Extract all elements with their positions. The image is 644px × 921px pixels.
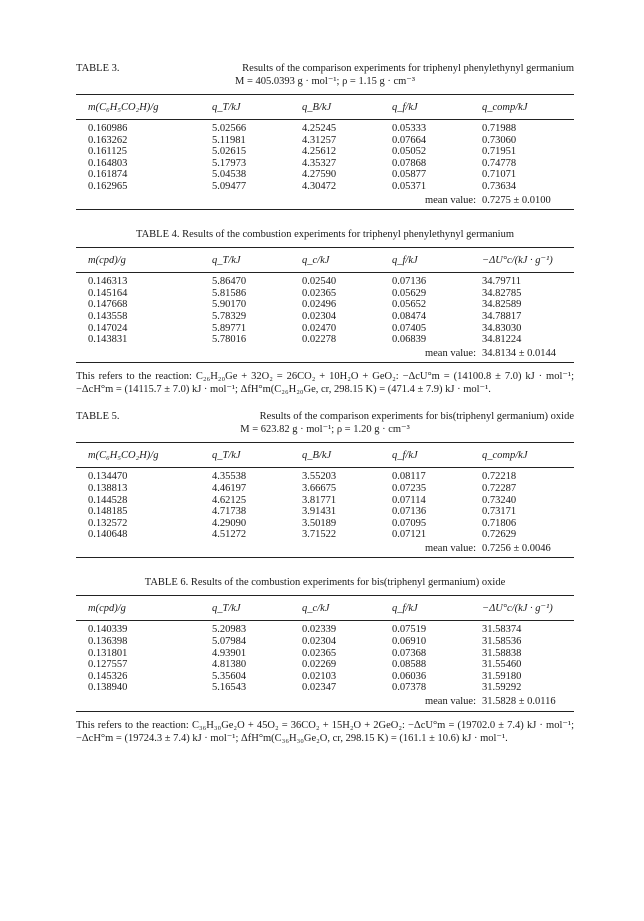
table-cell: 0.164803 (88, 157, 128, 169)
table-cell: 0.148185 (88, 506, 128, 518)
table-cell: 3.50189 (302, 517, 337, 529)
table6-header-mass: m(cpd)/g (88, 602, 126, 614)
table-cell: 0.07121 (392, 529, 427, 541)
table-row (76, 334, 574, 346)
table6-header-qf: q_f/kJ (392, 602, 418, 614)
table3-header-qf: q_f/kJ (392, 101, 418, 113)
mean-label: mean value: (424, 542, 476, 554)
table-cell: 4.25245 (302, 123, 337, 134)
table-cell: 5.35604 (212, 670, 247, 682)
table-cell: 0.132572 (88, 517, 128, 529)
table-cell: 0.05629 (392, 287, 427, 299)
table-row (76, 323, 574, 335)
table-cell: 4.93901 (212, 647, 247, 659)
table-cell: 4.29090 (212, 517, 247, 529)
table-row (76, 120, 574, 135)
table-cell: 0.06839 (392, 334, 427, 346)
table-cell: 0.140648 (88, 529, 128, 541)
table5-header-row (76, 443, 574, 468)
mean-value: 31.5828 ± 0.0116 (482, 696, 556, 708)
table-cell: 5.78016 (212, 334, 247, 346)
table-cell: 0.146313 (88, 276, 128, 288)
table-cell: 5.78329 (212, 310, 247, 322)
table-cell: 0.02339 (302, 624, 337, 636)
table-cell: 0.02365 (302, 647, 337, 659)
table-cell: 0.140339 (88, 624, 128, 636)
mean-row (76, 694, 574, 711)
table3 (76, 94, 574, 210)
table-cell: 0.02365 (302, 287, 337, 299)
table-row (76, 468, 574, 483)
table-cell: 0.07114 (392, 494, 426, 506)
table-cell: 3.55203 (302, 471, 337, 483)
table-cell: 5.81586 (212, 287, 247, 299)
table6-reaction-note: This refers to the reaction: C₃₆H₃₀Ge₂O + 45O₂ = 36CO₂ + 15H₂O + 2GeO₂: −ΔcU°m = (19702.0 ± 7.4) kJ · mol⁻¹; −ΔcH°m = (19724.3 ± 7.4) kJ · mol⁻¹; ΔfH°m(C₃₆H₃₀Ge₂O, cr, 298.15 K) = (161.1 ± 10.6) kJ · mol⁻¹. (76, 719, 574, 744)
table-cell: 0.74778 (482, 157, 517, 169)
table-cell: 0.02496 (302, 299, 337, 311)
table-cell: 5.09477 (212, 180, 247, 192)
table-cell: 0.144528 (88, 494, 128, 506)
table3-caption-label: TABLE 3. (76, 63, 120, 74)
table-cell: 5.17973 (212, 157, 247, 169)
table-cell: 0.02278 (302, 334, 337, 346)
table-cell: 5.11981 (212, 134, 246, 146)
table4-header-row (76, 248, 574, 273)
mean-row (76, 346, 574, 363)
table-cell: 0.147024 (88, 322, 128, 334)
table-cell: 0.136398 (88, 636, 128, 648)
table5-caption-label: TABLE 5. (76, 411, 120, 423)
table-row (76, 518, 574, 530)
table3-header-qt: q_T/kJ (212, 101, 241, 113)
table-cell: 0.73060 (482, 134, 517, 146)
table4 (76, 247, 574, 363)
table-cell: 0.08474 (392, 310, 427, 322)
table4-caption: TABLE 4. Results of the combustion experiments for triphenyl phenylethynyl germanium (136, 229, 514, 241)
table-cell: 0.161874 (88, 169, 128, 181)
table-cell: 0.07235 (392, 482, 427, 494)
table-cell: 0.71951 (482, 146, 517, 158)
table-row (76, 495, 574, 507)
table-cell: 0.72629 (482, 529, 517, 541)
table5-caption-sub: M = 623.82 g · mol⁻¹; ρ = 1.20 g · cm⁻³ (240, 424, 410, 436)
table-cell: 0.145326 (88, 670, 128, 682)
table6-header-du: −ΔU°c/(kJ · g⁻¹) (482, 603, 553, 615)
table-cell: 5.20983 (212, 624, 247, 636)
table-cell: 0.134470 (88, 471, 128, 483)
table-cell: 0.02269 (302, 659, 337, 671)
table-cell: 4.71738 (212, 506, 247, 518)
table-cell: 4.62125 (212, 494, 247, 506)
table5-caption-text: Results of the comparison experiments for bis(triphenyl germanium) oxide (259, 411, 574, 423)
table-cell: 5.86470 (212, 276, 247, 288)
table-cell: 0.07868 (392, 157, 427, 169)
table-cell: 0.02304 (302, 636, 337, 648)
table-cell: 5.07984 (212, 636, 247, 648)
table-cell: 3.81771 (302, 494, 337, 506)
table-cell: 4.31257 (302, 134, 337, 146)
table-row (76, 621, 574, 636)
table-row (76, 659, 574, 671)
mean-value: 0.7275 ± 0.0100 (482, 194, 551, 206)
table-cell: 4.30472 (302, 180, 337, 192)
table-row (76, 299, 574, 311)
table-row (76, 483, 574, 495)
table-cell: 5.02566 (212, 123, 247, 134)
table-row (76, 146, 574, 158)
table-cell: 31.59292 (482, 682, 522, 694)
table-cell: 0.71988 (482, 123, 517, 134)
table-cell: 0.07136 (392, 506, 427, 518)
table-cell: 0.161125 (88, 146, 127, 158)
table5-header-mass: m(C₆H₅CO₂H)/g (88, 449, 159, 461)
table-row (76, 135, 574, 147)
table5-header-qb: q_B/kJ (302, 449, 332, 461)
table-cell: 0.143558 (88, 310, 128, 322)
table-cell: 34.79711 (482, 276, 521, 288)
table-cell: 4.35538 (212, 471, 247, 483)
table-cell: 0.07519 (392, 624, 427, 636)
table5-caption (76, 410, 574, 436)
table-cell: 0.138813 (88, 482, 128, 494)
table6 (76, 595, 574, 711)
table6-header-row (76, 596, 574, 621)
table-cell: 4.46197 (212, 482, 247, 494)
mean-row (76, 193, 574, 210)
table4-header-qf: q_f/kJ (392, 254, 418, 266)
table-cell: 3.71522 (302, 529, 337, 541)
mean-label: mean value: (424, 347, 476, 359)
table-cell: 0.05052 (392, 146, 427, 158)
table-cell: 0.138940 (88, 682, 128, 694)
mean-row (76, 541, 574, 558)
table-cell: 5.90170 (212, 299, 247, 311)
table-row (76, 181, 574, 193)
table5-header-qt: q_T/kJ (212, 449, 241, 461)
mean-value: 0.7256 ± 0.0046 (482, 542, 551, 554)
table4-header-qt: q_T/kJ (212, 254, 241, 266)
table-cell: 5.89771 (212, 322, 247, 334)
table-row (76, 288, 574, 300)
table-cell: 0.07405 (392, 322, 427, 334)
table-cell: 0.143831 (88, 334, 128, 346)
table-cell: 0.06036 (392, 670, 427, 682)
table-cell: 5.04538 (212, 169, 247, 181)
table-row (76, 671, 574, 683)
table-cell: 0.145164 (88, 287, 128, 299)
table-cell: 4.27590 (302, 169, 337, 181)
table6-caption: TABLE 6. Results of the combustion experiments for bis(triphenyl germanium) oxide (144, 577, 506, 589)
table-cell: 0.07664 (392, 134, 427, 146)
table-row (76, 529, 574, 541)
table-cell: 0.73171 (482, 506, 517, 518)
table-cell: 4.51272 (212, 529, 247, 541)
table-cell: 0.02347 (302, 682, 337, 694)
table-row (76, 648, 574, 660)
table3-caption-sub: M = 405.0393 g · mol⁻¹; ρ = 1.15 g · cm⁻³ (235, 76, 415, 87)
table-cell: 0.06910 (392, 636, 427, 648)
table-cell: 0.72287 (482, 482, 517, 494)
table-cell: 31.59180 (482, 670, 522, 682)
table4-header-du: −ΔU°c/(kJ · g⁻¹) (482, 255, 553, 267)
table-cell: 34.81224 (482, 334, 522, 346)
table-cell: 4.81380 (212, 659, 247, 671)
table6-header-qt: q_T/kJ (212, 602, 241, 614)
table-cell: 0.71806 (482, 517, 517, 529)
table4-header-mass: m(cpd)/g (88, 254, 126, 266)
table-cell: 0.131801 (88, 647, 128, 659)
mean-value: 34.8134 ± 0.0144 (482, 347, 557, 359)
table6-header-qc: q_c/kJ (302, 602, 330, 614)
table-cell: 0.07368 (392, 647, 427, 659)
table-cell: 0.71071 (482, 169, 517, 181)
table4-header-qc: q_c/kJ (302, 254, 330, 266)
table-cell: 0.07095 (392, 517, 427, 529)
table-cell: 0.05333 (392, 123, 427, 134)
table3-header-mass: m(C₆H₅CO₂H)/g (88, 101, 159, 113)
table-cell: 0.07378 (392, 682, 427, 694)
table-cell: 0.05652 (392, 299, 427, 311)
table-cell: 4.35327 (302, 157, 337, 169)
table-cell: 0.05877 (392, 169, 427, 181)
table-cell: 0.05371 (392, 180, 427, 192)
table-cell: 4.25612 (302, 146, 337, 158)
table-cell: 5.02615 (212, 146, 247, 158)
table-cell: 0.127557 (88, 659, 128, 671)
table-row (76, 636, 574, 648)
table-cell: 31.55460 (482, 659, 522, 671)
table-cell: 0.08117 (392, 471, 426, 483)
table-cell: 34.83030 (482, 322, 522, 334)
table-cell: 0.07136 (392, 276, 427, 288)
table-cell: 0.73634 (482, 180, 517, 192)
table3-caption (76, 62, 574, 88)
table-cell: 34.82589 (482, 299, 522, 311)
table-cell: 0.02470 (302, 322, 337, 334)
table-cell: 0.72218 (482, 471, 517, 483)
table3-caption-text: Results of the comparison experiments for triphenyl phenylethynyl germanium (242, 63, 574, 74)
table-cell: 31.58838 (482, 647, 522, 659)
table-cell: 34.78817 (482, 310, 522, 322)
table5-header-qcomp: q_comp/kJ (482, 449, 528, 461)
table-row (76, 506, 574, 518)
mean-label: mean value: (424, 194, 476, 206)
table3-header-row (76, 95, 574, 120)
paper-page (76, 62, 574, 745)
table3-header-qb: q_B/kJ (302, 101, 332, 113)
table-cell: 31.58536 (482, 636, 522, 648)
table-cell: 0.147668 (88, 299, 128, 311)
table-cell: 0.160986 (88, 123, 128, 134)
table-cell: 0.02103 (302, 670, 337, 682)
table-cell: 0.163262 (88, 134, 128, 146)
table-row (76, 682, 574, 694)
table-cell: 31.58374 (482, 624, 522, 636)
table-cell: 5.16543 (212, 682, 247, 694)
table-cell: 0.73240 (482, 494, 517, 506)
table-cell: 0.08588 (392, 659, 427, 671)
table-row (76, 311, 574, 323)
table3-header-qcomp: q_comp/kJ (482, 101, 528, 113)
table-cell: 0.02540 (302, 276, 337, 288)
table-row (76, 273, 574, 288)
mean-label: mean value: (424, 696, 476, 708)
table-cell: 3.91431 (302, 506, 337, 518)
table-cell: 0.162965 (88, 180, 128, 192)
table-cell: 34.82785 (482, 287, 522, 299)
table4-reaction-note: This refers to the reaction: C₂₆H₂₀Ge + 32O₂ = 26CO₂ + 10H₂O + GeO₂: −ΔcU°m = (14100.8 ± 7.0) kJ · mol⁻¹; −ΔcH°m = (14115.7 ± 7.0) kJ · mol⁻¹; ΔfH°m(C₂₆H₂₀Ge, cr, 298.15 K) = (471.4 ± 7.9) kJ · mol⁻¹. (76, 371, 574, 396)
table-row (76, 158, 574, 170)
table5-header-qf: q_f/kJ (392, 449, 418, 461)
table-cell: 3.66675 (302, 482, 337, 494)
table5 (76, 442, 574, 558)
table-row (76, 169, 574, 181)
table-cell: 0.02304 (302, 310, 337, 322)
